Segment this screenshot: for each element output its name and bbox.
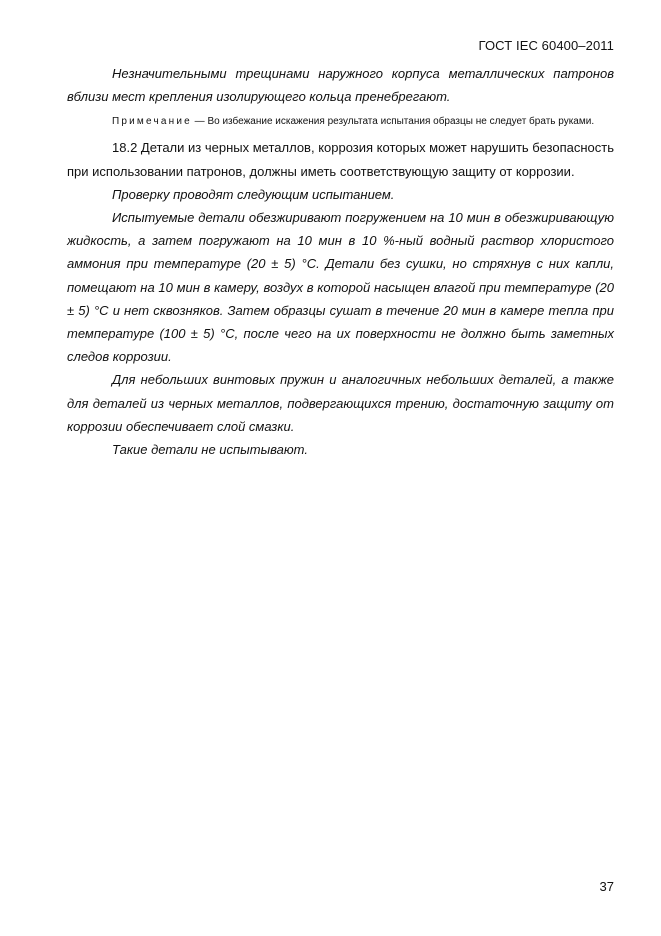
paragraph-no-test: Такие детали не испытывают. [112,442,308,458]
paragraph-test-intro: Проверку проводят следующим испытанием. [112,186,395,202]
document-header: ГОСТ IEC 60400–2011 [478,38,614,53]
note-text: — Во избежание искажения результата испытания образцы не следует брать руками. [191,116,595,128]
page-number: 37 [599,879,614,894]
paragraph-small-parts: Для небольших винтовых пружин и аналогичных небольших деталей, а также для деталей из черных металлов, подвергающихся трению, достаточную защиту от коррозии обеспечивает слой смазки. [67,372,614,434]
document-body [67,62,614,461]
note-paragraph [67,113,614,130]
note-label: Примечание [112,116,192,128]
paragraph-test-procedure: Испытуемые детали обезжиривают погружением на 10 мин в обезжиривающую жидкость, а затем погружают на 10 мин в 10 %-ный водный раствор хлористого аммония при температуре (20 ± 5) °С. Детали без сушки, но стряхнув с них капли, помещают на 10 мин в камеру, воздух в которой насыщен влагой при температуре (20 ± 5) °С и нет сквозняков. Затем образцы сушат в течение 20 мин в камере тепла при температуре (100 ± 5) °С, после чего на их поверхности не должно быть заметных следов коррозии. [67,210,614,365]
paragraph-cracks-note: Незначительными трещинами наружного корпуса металлических патронов вблизи мест крепления изолирующего кольца пренебрегают. [67,66,614,105]
paragraph-section-18-2: 18.2 Детали из черных металлов, коррозия которых может нарушить безопасность при использовании патронов, должны иметь соответствующую защиту от коррозии. [67,140,614,179]
